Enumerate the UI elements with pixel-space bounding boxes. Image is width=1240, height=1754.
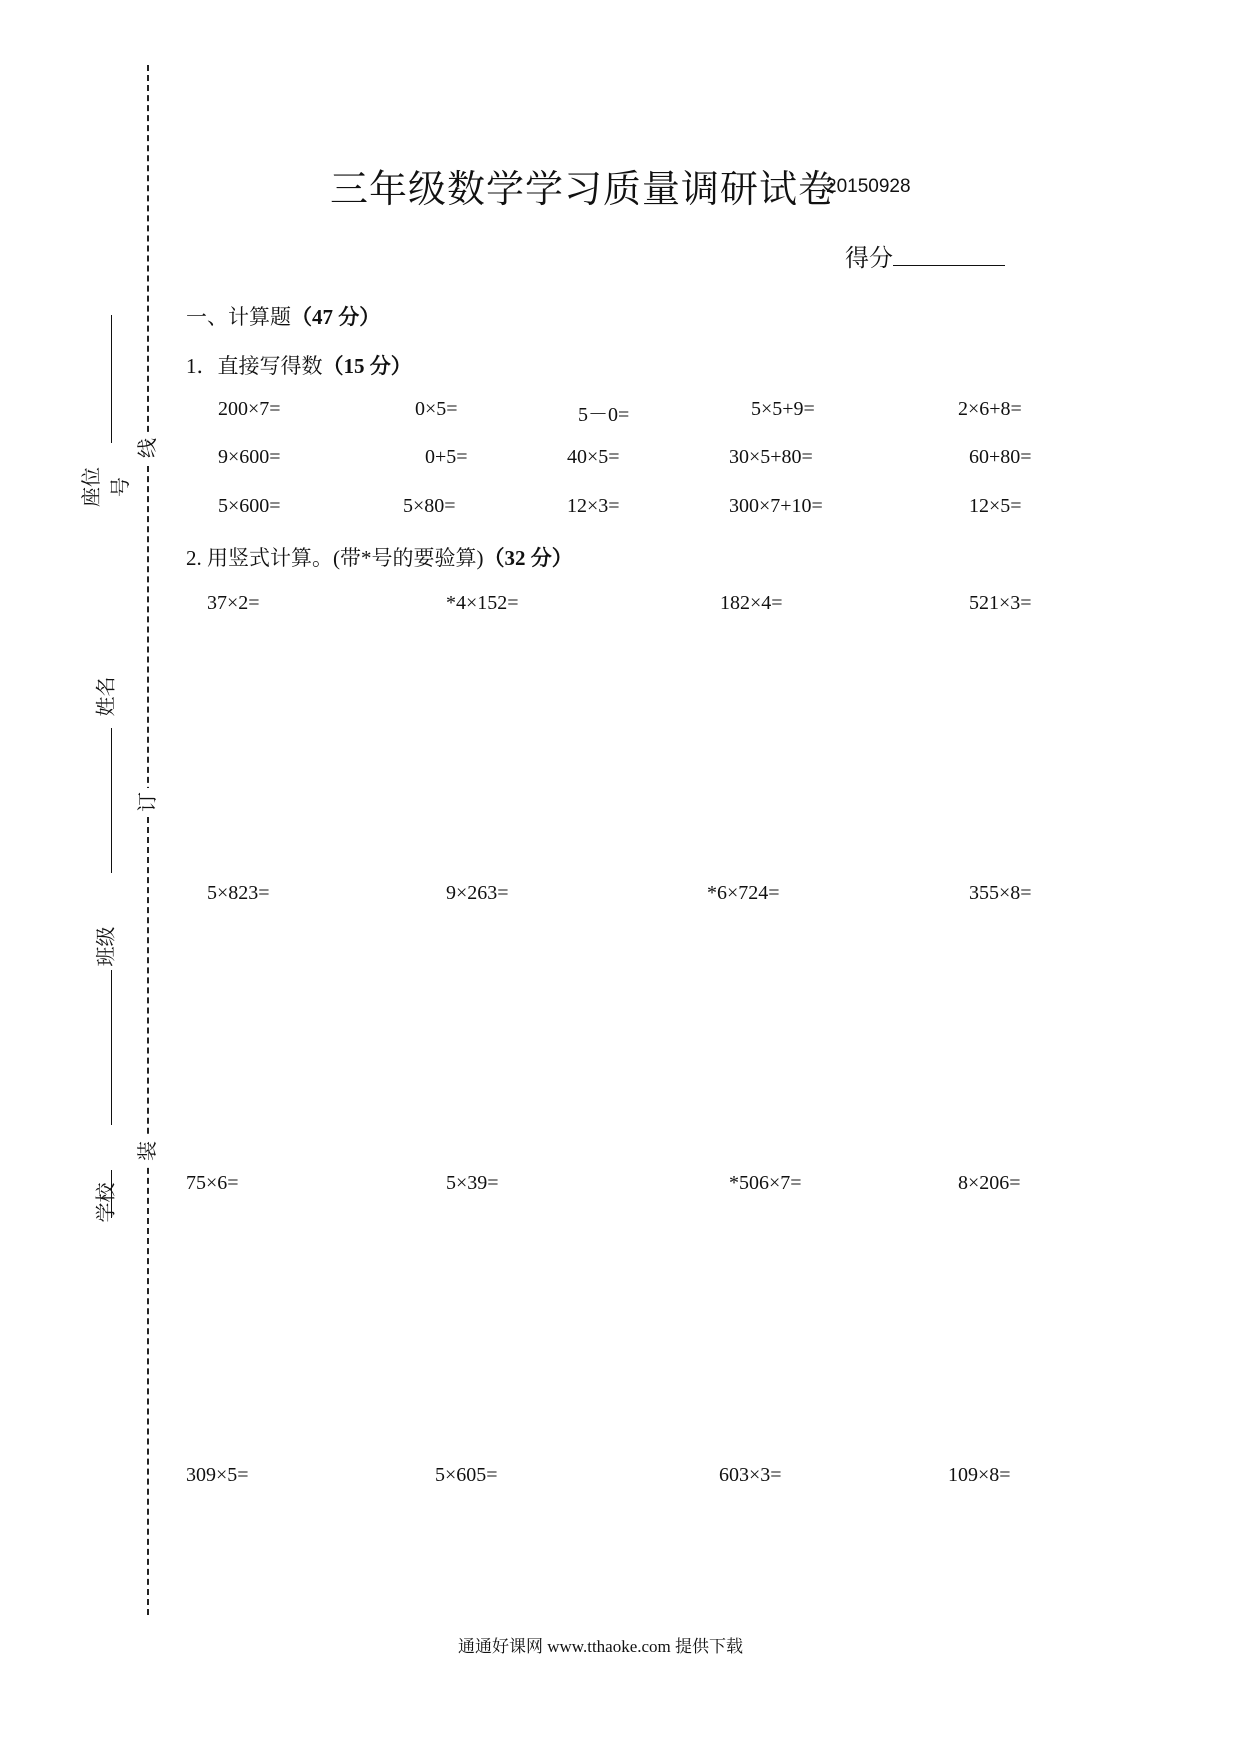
calc-item: 0×5= xyxy=(415,398,458,420)
vertical-calc-item: 521×3= xyxy=(969,592,1032,614)
name-line xyxy=(111,728,112,873)
class-label: 班级 xyxy=(95,926,118,967)
section-heading-points: （47 分） xyxy=(291,305,381,329)
title-date: 20150928 xyxy=(826,176,911,197)
vertical-calc-item: 355×8= xyxy=(969,882,1032,904)
section-heading xyxy=(186,301,380,331)
calc-item: 5×5+9= xyxy=(751,398,815,420)
score-label: 得分 xyxy=(845,246,893,272)
vertical-calc-item: 109×8= xyxy=(948,1464,1011,1486)
part2-heading-text: 2. 用竖式计算。(带*号的要验算) xyxy=(186,546,484,570)
calc-item: 40×5= xyxy=(567,446,620,468)
part2-heading xyxy=(186,542,573,572)
vertical-calc-item: 75×6= xyxy=(186,1172,239,1194)
page-title: 三年级数学学习质量调研试卷 xyxy=(330,169,838,211)
vertical-calc-item: 603×3= xyxy=(719,1464,782,1486)
calc-item: 5×600= xyxy=(218,495,281,517)
score-input-line[interactable] xyxy=(893,265,1005,266)
vertical-calc-item: *4×152= xyxy=(446,592,519,614)
binding-mark-staple: 订 xyxy=(134,788,162,816)
binding-mark-line: 线 xyxy=(134,434,162,462)
part1-heading xyxy=(186,350,412,380)
vertical-calc-item: 309×5= xyxy=(186,1464,249,1486)
vertical-calc-item: 182×4= xyxy=(720,592,783,614)
part1-heading-points: （15 分） xyxy=(322,354,412,378)
vertical-calc-item: *506×7= xyxy=(729,1172,802,1194)
seat-number-line xyxy=(111,315,112,443)
vertical-calc-item: 8×206= xyxy=(958,1172,1021,1194)
class-line xyxy=(111,970,112,1125)
vertical-calc-item: 5×605= xyxy=(435,1464,498,1486)
binding-mark-bind: 装 xyxy=(134,1137,162,1165)
part1-heading-text: 1．直接写得数 xyxy=(186,354,323,378)
calc-item: 60+80= xyxy=(969,446,1032,468)
binding-dashed-line xyxy=(147,65,149,1615)
vertical-calc-item: 5×823= xyxy=(207,882,270,904)
vertical-calc-item: 5×39= xyxy=(446,1172,499,1194)
calc-item: 5×80= xyxy=(403,495,456,517)
calc-item: 300×7+10= xyxy=(729,495,823,517)
calc-item: 0+5= xyxy=(425,446,468,468)
name-label: 姓名 xyxy=(95,676,118,717)
calc-item: 9×600= xyxy=(218,446,281,468)
calc-item: 12×5= xyxy=(969,495,1022,517)
section-heading-text: 一、计算题 xyxy=(186,305,291,329)
part2-heading-points: （32 分） xyxy=(483,546,573,570)
calc-item: 2×6+8= xyxy=(958,398,1022,420)
seat-number-label: 座位号 xyxy=(81,467,132,507)
calc-item: 200×7= xyxy=(218,398,281,420)
calc-item: 5－0= xyxy=(578,404,630,426)
calc-item: 30×5+80= xyxy=(729,446,813,468)
footer-credit: 通通好课网 www.tthaoke.com 提供下载 xyxy=(458,1637,744,1656)
calc-item: 12×3= xyxy=(567,495,620,517)
vertical-calc-item: 9×263= xyxy=(446,882,509,904)
vertical-calc-item: *6×724= xyxy=(707,882,780,904)
school-label: 学校 xyxy=(95,1182,118,1223)
vertical-calc-item: 37×2= xyxy=(207,592,260,614)
